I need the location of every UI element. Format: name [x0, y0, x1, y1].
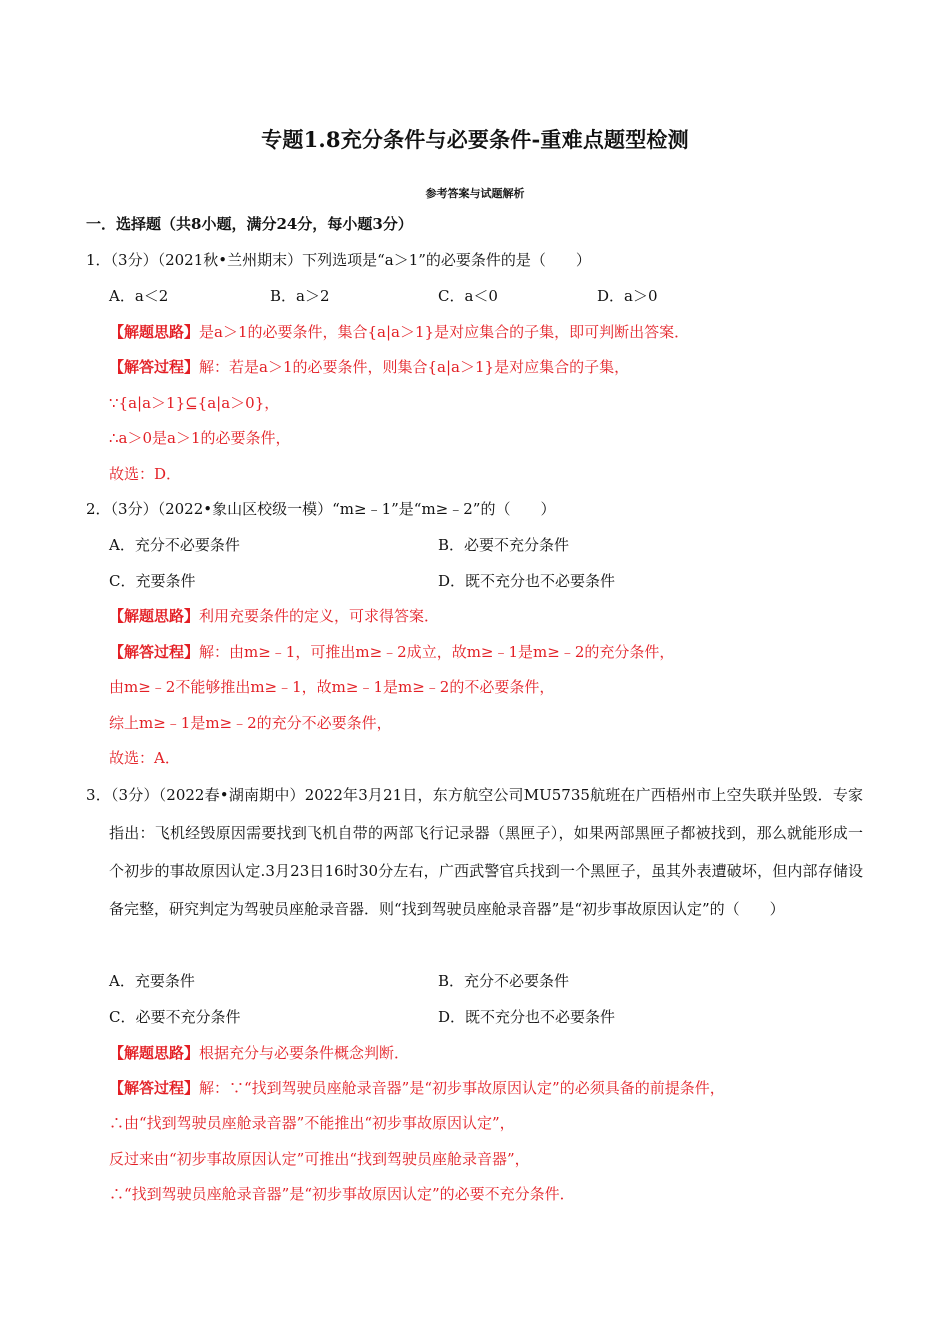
q1-idea-text: 是a＞1的必要条件，集合{a|a＞1}是对应集合的子集，即可判断出答案． [199, 323, 690, 341]
q3-option-b: B．充分不必要条件 [438, 972, 570, 990]
q3-idea [109, 1043, 409, 1063]
q2-option-c: C．充要条件 [109, 572, 196, 590]
q1-process-line-1: 解：若是a＞1的必要条件，则集合{a|a＞1}是对应集合的子集， [199, 358, 630, 376]
q3-option-a: A．充要条件 [109, 972, 195, 990]
q1-process-label: 【解答过程】 [109, 358, 200, 376]
q3-option-d: D．既不充分也不必要条件 [438, 1008, 616, 1026]
q1-idea [109, 322, 689, 342]
q3-idea-text: 根据充分与必要条件概念判断． [199, 1044, 410, 1062]
q3-stem: 3．（3分）（2022春•湖南期中）2022年3月21日，东方航空公司MU5735航班在广西梧州市上空失联并坠毁．专家指出：飞机经毁原因需要找到飞机自带的两部飞行记录器（黑匣子），如果两部黑匣子都被找到，那么就能形成一个初步的事故原因认定.3月23日16时30分左右，广西武警官兵找到一个黑匣子，虽其外表遭破坏，但内部存储设备完整，研究判定为驾驶员座舱录音器．则“找到驾驶员座舱录音器”是“初步事故原因认定”的（ ） [86, 786, 863, 918]
q3-option-c: C．必要不充分条件 [109, 1008, 241, 1026]
q2-process-line-4: 故选：A． [109, 749, 180, 767]
q1-process-line-4: 故选：D． [109, 465, 182, 483]
q2-option-d: D．既不充分也不必要条件 [438, 572, 616, 590]
q3-process-line-4: ∴“找到驾驶员座舱录音器”是“初步事故原因认定”的必要不充分条件． [109, 1185, 575, 1203]
q2-idea [109, 606, 439, 626]
q3-process-line-1: 解：∵“找到驾驶员座舱录音器”是“初步事故原因认定”的必须具备的前提条件， [199, 1079, 725, 1097]
q1-option-b: B．a＞2 [270, 287, 330, 305]
q1-stem: 1．（3分）（2021秋•兰州期末）下列选项是“a＞1”的必要条件的是（ ） [86, 251, 591, 269]
q2-process-line-2: 由m≥﹣2不能够推出m≥﹣1，故m≥﹣1是m≥﹣2的不必要条件， [109, 678, 555, 696]
q3-idea-label: 【解题思路】 [109, 1044, 200, 1062]
q1-idea-label: 【解题思路】 [109, 323, 200, 341]
q2-stem: 2．（3分）（2022•象山区校级一模）“m≥﹣1”是“m≥﹣2”的（ ） [86, 500, 556, 518]
q1-option-d: D．a＞0 [597, 287, 658, 305]
q3-process-label: 【解答过程】 [109, 1079, 200, 1097]
q2-option-b: B．必要不充分条件 [438, 536, 570, 554]
section-heading: 一．选择题（共8小题，满分24分，每小题3分） [86, 215, 413, 233]
q3-process [109, 1078, 725, 1098]
q1-process-line-2: ∵{a|a＞1}⊆{a|a＞0}， [109, 394, 280, 412]
q3-process-line-2: ∴由“找到驾驶员座舱录音器”不能推出“初步事故原因认定”， [109, 1114, 515, 1132]
page-title: 专题1.8充分条件与必要条件-重难点题型检测 [261, 127, 689, 152]
q1-process [109, 357, 629, 377]
q2-process [109, 642, 674, 662]
q2-idea-text: 利用充要条件的定义，可求得答案． [199, 607, 440, 625]
q1-option-c: C．a＜0 [438, 287, 498, 305]
q2-process-line-1: 解：由m≥﹣1，可推出m≥﹣2成立，故m≥﹣1是m≥﹣2的充分条件， [199, 643, 675, 661]
q2-process-label: 【解答过程】 [109, 643, 200, 661]
page-subtitle: 参考答案与试题解析 [425, 187, 525, 200]
q3-process-line-3: 反过来由“初步事故原因认定”可推出“找到驾驶员座舱录音器”， [109, 1150, 530, 1168]
q1-process-line-3: ∴a＞0是a＞1的必要条件， [109, 429, 291, 447]
q1-option-a: A．a＜2 [109, 287, 169, 305]
q2-option-a: A．充分不必要条件 [109, 536, 240, 554]
q2-idea-label: 【解题思路】 [109, 607, 200, 625]
q3-stem-block [86, 776, 863, 928]
q2-process-line-3: 综上m≥﹣1是m≥﹣2的充分不必要条件， [109, 714, 392, 732]
